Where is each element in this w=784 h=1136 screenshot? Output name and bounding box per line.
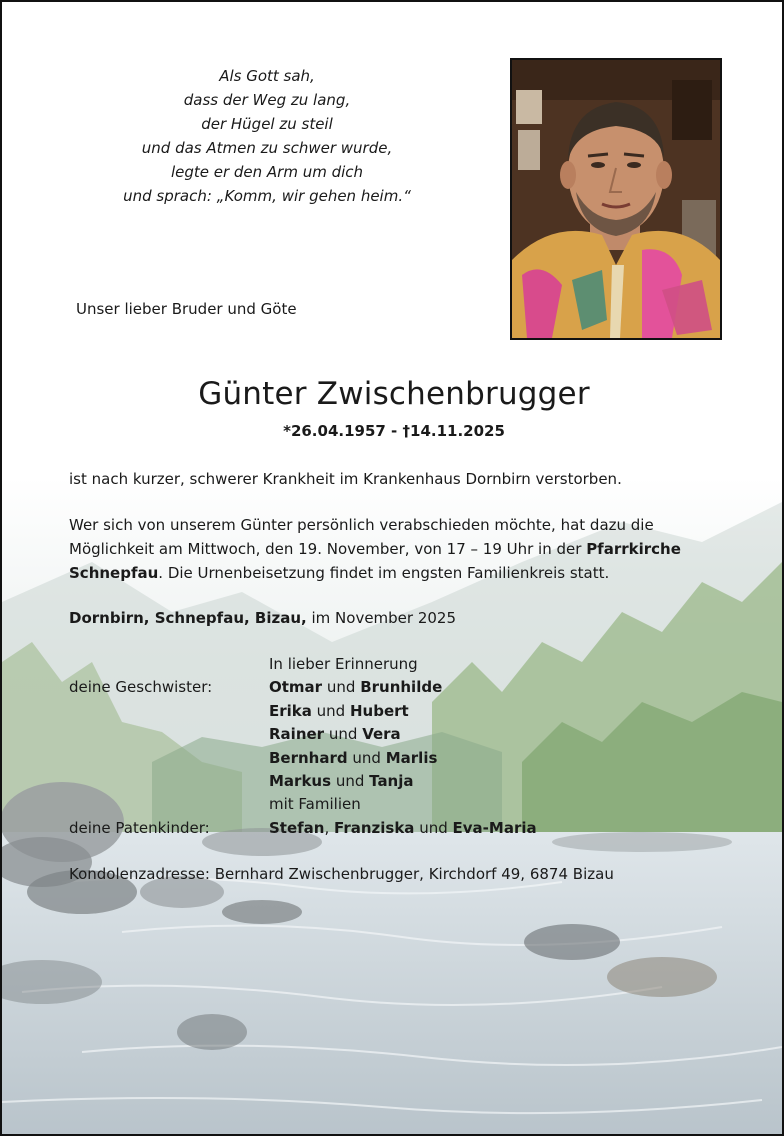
- sibling-name: Marlis: [385, 748, 438, 767]
- und: und: [328, 725, 358, 744]
- mourner-row: [69, 676, 537, 699]
- deceased-name: Günter Zwischenbrugger: [198, 376, 590, 412]
- sibling-name: Vera: [362, 725, 401, 744]
- sibling-name: Hubert: [350, 701, 409, 720]
- poem-line: der Hügel zu steil: [201, 115, 333, 133]
- comma: ,: [324, 818, 335, 837]
- with-families: mit Familien: [269, 795, 361, 814]
- mourner-row: [69, 747, 537, 770]
- sibling-name: Brunhilde: [360, 678, 443, 697]
- life-dates: *26.04.1957 - †14.11.2025: [283, 422, 505, 440]
- portrait-photo: [510, 58, 722, 340]
- sibling-name: Bernhard: [269, 748, 348, 767]
- und: und: [335, 772, 365, 791]
- poem-line: Als Gott sah,: [219, 67, 315, 85]
- intro-text: Unser lieber Bruder und Göte: [76, 300, 297, 318]
- date: im November 2025: [306, 609, 457, 627]
- mourner-row: [69, 653, 537, 676]
- godchild-name: Eva-Maria: [452, 818, 537, 837]
- sibling-name: Markus: [269, 772, 332, 791]
- mourner-row: [69, 793, 537, 816]
- poem-line: legte er den Arm um dich: [170, 163, 364, 181]
- places: Dornbirn, Schnepfau, Bizau,: [69, 609, 307, 627]
- sibling-name: Otmar: [269, 678, 323, 697]
- death-notice: ist nach kurzer, schwerer Krankheit im Krankenhaus Dornbirn verstorben.: [69, 470, 622, 488]
- godchildren-label: deine Patenkinder:: [69, 818, 210, 837]
- mourner-row: [69, 817, 537, 840]
- mourner-row: [69, 723, 537, 746]
- godchild-name: Franziska: [334, 818, 415, 837]
- und: und: [326, 678, 356, 697]
- poem-line: und sprach: „Komm, wir gehen heim.“: [123, 187, 411, 205]
- mourners-list: [69, 653, 537, 840]
- farewell-text: Wer sich von unserem Günter persönlich verabschieden möchte, hat dazu die Möglichkeit am Mittwoch, den 19. November, von 17 – 19 Uhr in der: [69, 516, 654, 558]
- poem: [102, 64, 432, 208]
- mourner-row: [69, 700, 537, 723]
- und: und: [316, 701, 346, 720]
- und: und: [419, 818, 448, 837]
- farewell-paragraph: [69, 513, 729, 585]
- poem-line: und das Atmen zu schwer wurde,: [141, 139, 393, 157]
- sibling-name: Erika: [269, 701, 312, 720]
- farewell-place: Pfarrkirche Schnepfau: [69, 540, 681, 582]
- mourner-row: [69, 770, 537, 793]
- sibling-name: Tanja: [369, 772, 414, 791]
- godchild-name: Stefan: [269, 818, 325, 837]
- poem-line: dass der Weg zu lang,: [183, 91, 351, 109]
- places-date: [69, 606, 729, 630]
- in-memory: In lieber Erinnerung: [269, 655, 418, 673]
- siblings-label: deine Geschwister:: [69, 678, 213, 697]
- und: und: [352, 748, 381, 767]
- burial-text: . Die Urnenbeisetzung findet im engsten Familienkreis statt.: [158, 564, 610, 582]
- condolence-address: Kondolenzadresse: Bernhard Zwischenbrugger, Kirchdorf 49, 6874 Bizau: [69, 865, 614, 883]
- sibling-name: Rainer: [269, 725, 325, 744]
